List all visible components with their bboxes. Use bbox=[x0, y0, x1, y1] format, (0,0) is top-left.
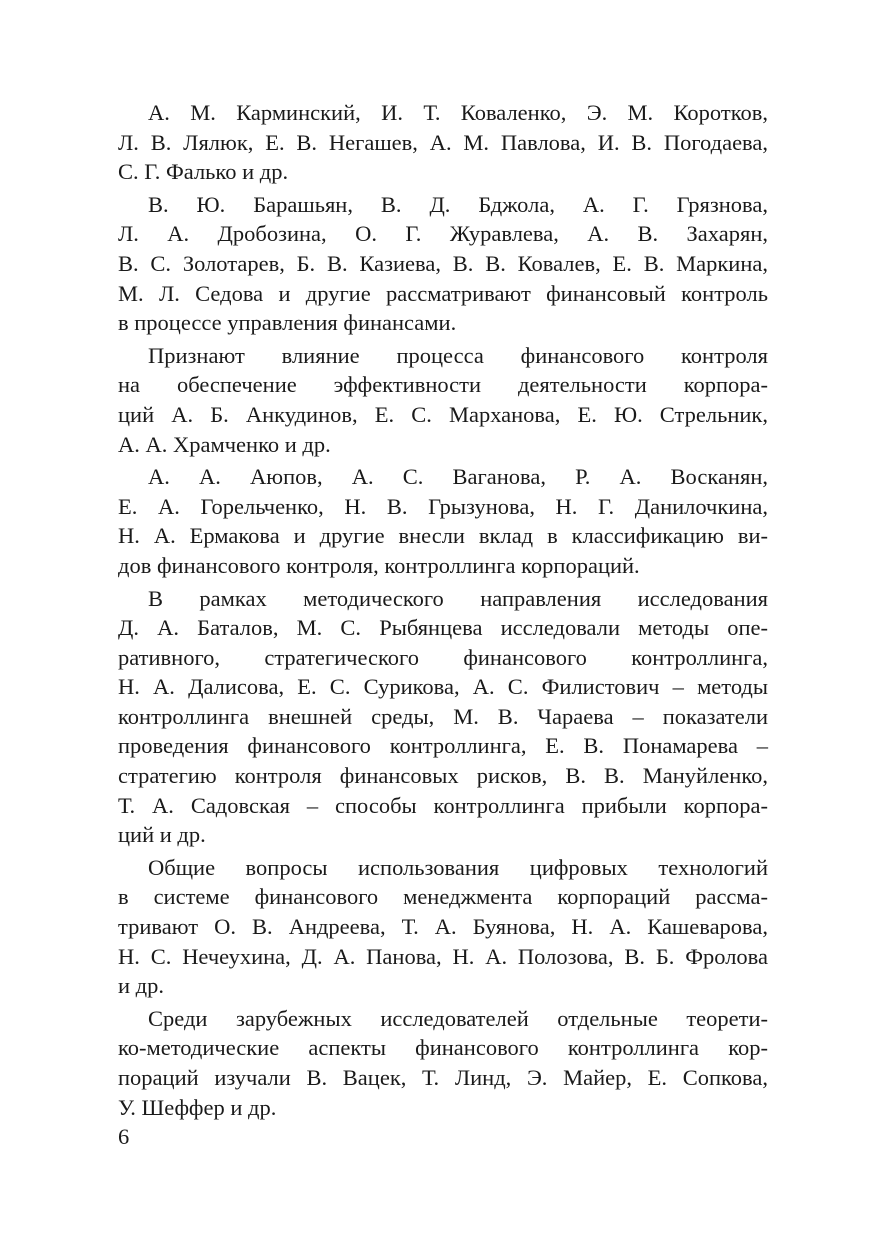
text-line: ративного, стратегического финансового контроллинга, bbox=[118, 644, 768, 670]
text-line: ко-методические аспекты финансового контроллинга кор- bbox=[118, 1035, 768, 1061]
text-line: Д. А. Баталов, М. С. Рыбянцева исследовали методы опе- bbox=[118, 615, 768, 641]
text-line: Признают влияние процесса финансового контроля bbox=[148, 342, 768, 368]
text-line: проведения финансового контроллинга, Е. В. Понамарева – bbox=[118, 733, 768, 759]
text-line: В. С. Золотарев, Б. В. Казиева, В. В. Ковалев, Е. В. Маркина, bbox=[118, 250, 768, 276]
text-line: в системе финансового менеджмента корпораций рассма- bbox=[118, 884, 768, 910]
paragraph-2 bbox=[118, 190, 768, 338]
page-number: 6 bbox=[118, 1124, 130, 1149]
text-line: стратегию контроля финансовых рисков, В. В. Мануйленко, bbox=[118, 763, 768, 789]
text-line: В. Ю. Барашьян, В. Д. Бджола, А. Г. Грязнова, bbox=[148, 191, 768, 217]
text-line: Н. А. Ермакова и другие внесли вклад в классификацию ви- bbox=[118, 523, 768, 549]
text-line: Н. А. Далисова, Е. С. Сурикова, А. С. Филистович – методы bbox=[118, 674, 768, 700]
text-line: Е. А. Горельченко, Н. В. Грызунова, Н. Г. Данилочкина, bbox=[118, 493, 768, 519]
paragraph-4 bbox=[118, 462, 768, 580]
text-line: контроллинга внешней среды, М. В. Чараева – показатели bbox=[118, 703, 768, 729]
text-line: А. А. Аюпов, А. С. Ваганова, Р. А. Восканян, bbox=[148, 464, 768, 490]
text-line: Среди зарубежных исследователей отдельные теорети- bbox=[148, 1005, 768, 1031]
text-line: Общие вопросы использования цифровых технологий bbox=[148, 854, 768, 880]
text-line: С. Г. Фалько и др. bbox=[118, 159, 289, 185]
text-line: Н. С. Нечеухина, Д. А. Панова, Н. А. Полозова, В. Б. Фролова bbox=[118, 943, 768, 969]
text-line: пораций изучали В. Вацек, Т. Линд, Э. Майер, Е. Сопкова, bbox=[118, 1065, 768, 1090]
text-line: в процессе управления финансами. bbox=[118, 310, 457, 336]
text-line: Т. А. Садовская – способы контроллинга прибыли корпора- bbox=[118, 792, 768, 818]
text-line: А. М. Карминский, И. Т. Коваленко, Э. М. Коротков, bbox=[148, 100, 768, 125]
paragraph-7 bbox=[118, 1004, 768, 1122]
text-line: на обеспечение эффективности деятельности корпора- bbox=[118, 372, 768, 398]
text-line: ций А. Б. Анкудинов, Е. С. Марханова, Е. Ю. Стрельник, bbox=[118, 401, 768, 427]
text-line: Л. А. Дробозина, О. Г. Журавлева, А. В. Захарян, bbox=[118, 221, 768, 247]
page-body bbox=[118, 98, 768, 1125]
paragraph-5 bbox=[118, 584, 768, 850]
text-line: В рамках методического направления исследования bbox=[148, 585, 768, 611]
text-line: У. Шеффер и др. bbox=[118, 1094, 277, 1120]
text-line: дов финансового контроля, контроллинга корпораций. bbox=[118, 552, 640, 578]
paragraph-1 bbox=[118, 98, 768, 187]
paragraph-3 bbox=[118, 341, 768, 459]
text-line: тривают О. В. Андреева, Т. А. Буянова, Н. А. Кашеварова, bbox=[118, 914, 768, 940]
text-line: Л. В. Лялюк, Е. В. Негашев, А. М. Павлова, И. В. Погодаева, bbox=[118, 129, 768, 155]
text-line: М. Л. Седова и другие рассматривают финансовый контроль bbox=[118, 280, 768, 306]
text-line: ций и др. bbox=[118, 822, 206, 848]
text-line: и др. bbox=[118, 973, 164, 999]
paragraph-6 bbox=[118, 853, 768, 1001]
text-line: А. А. Храмченко и др. bbox=[118, 431, 331, 457]
